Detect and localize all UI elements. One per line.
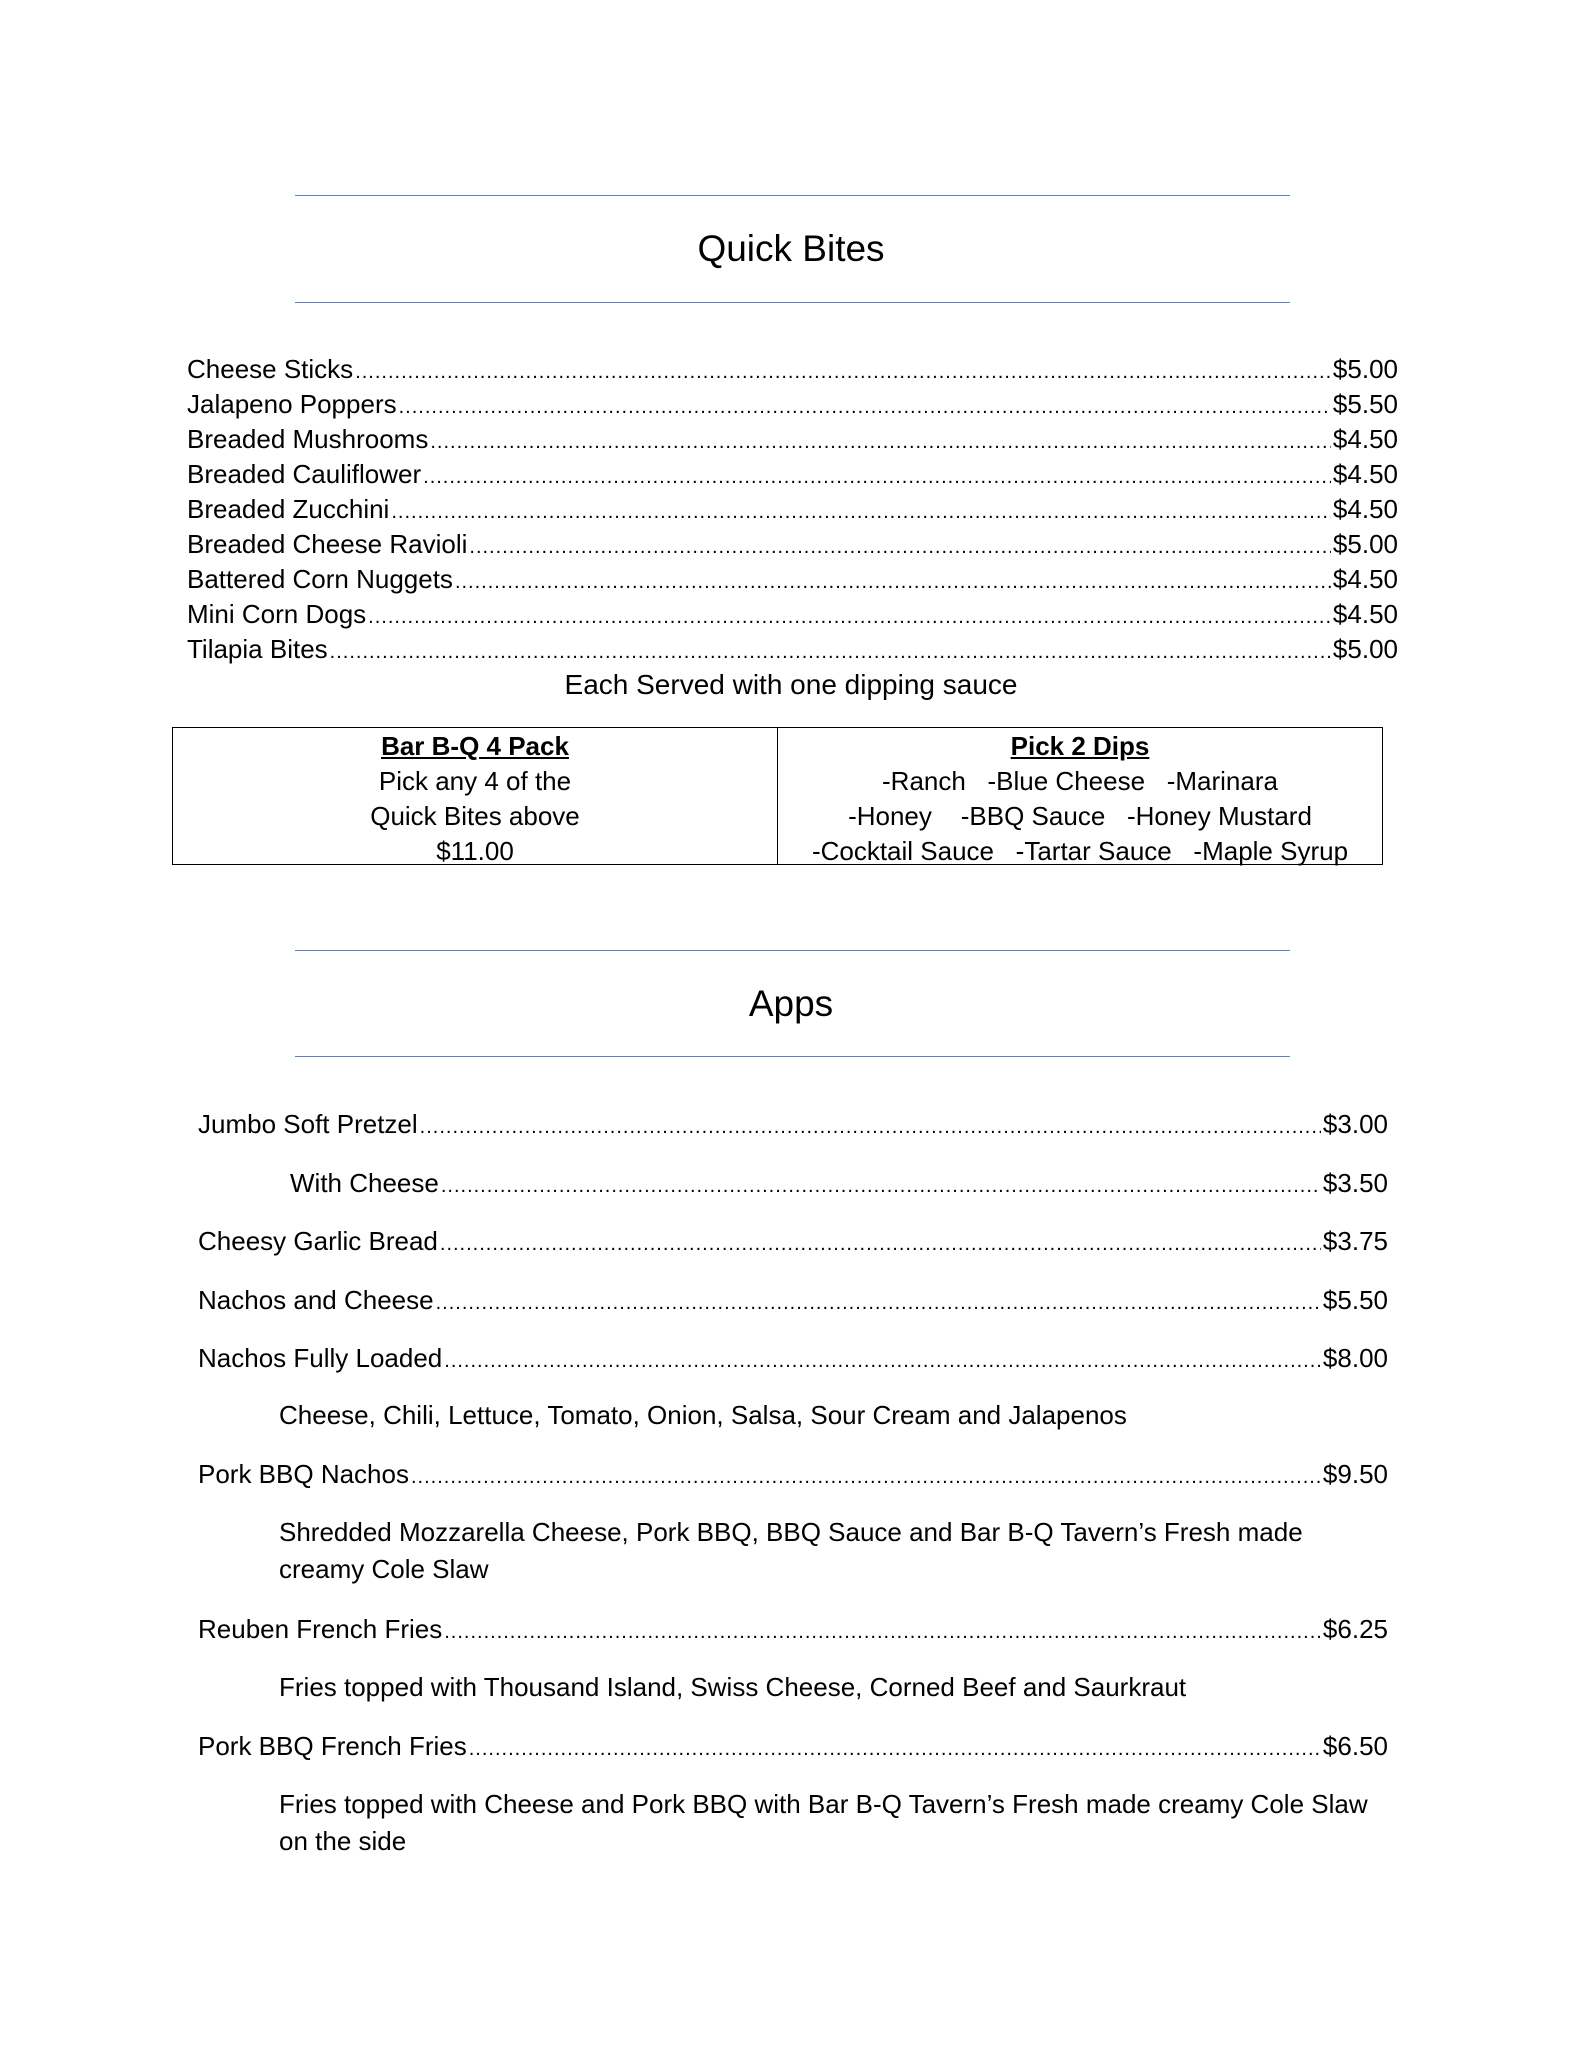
dot-leader <box>469 530 1331 564</box>
item-price: $5.50 <box>1332 389 1398 419</box>
section-heading-quick-bites: Quick Bites <box>697 228 885 269</box>
menu-item <box>187 387 1398 424</box>
item-price: $3.75 <box>1322 1226 1388 1256</box>
four-pack-line: Quick Bites above <box>370 801 580 831</box>
item-price: $4.50 <box>1332 424 1398 454</box>
item-price: $6.50 <box>1322 1731 1388 1761</box>
menu-item <box>187 457 1398 494</box>
item-name: Cheese Sticks <box>187 354 354 384</box>
menu-item <box>198 1107 1388 1144</box>
dot-leader <box>391 495 1331 529</box>
menu-item <box>187 352 1398 389</box>
four-pack-title: Bar B-Q 4 Pack <box>381 731 569 761</box>
menu-item <box>187 562 1398 599</box>
dot-leader <box>441 1169 1321 1203</box>
dot-leader <box>399 390 1331 424</box>
item-description: Fries topped with Cheese and Pork BBQ with Bar B-Q Tavern’s Fresh made creamy Cole Slaw on the side <box>279 1789 1368 1856</box>
menu-item <box>198 1283 1388 1320</box>
menu-item <box>290 1166 1388 1203</box>
item-description: Cheese, Chili, Lettuce, Tomato, Onion, Salsa, Sour Cream and Jalapenos <box>279 1400 1127 1430</box>
item-name: Reuben French Fries <box>198 1614 443 1644</box>
item-name: Battered Corn Nuggets <box>187 564 453 594</box>
dot-leader <box>430 425 1331 459</box>
dot-leader <box>355 355 1331 389</box>
divider-line <box>295 302 1290 303</box>
dips-line: -Cocktail Sauce -Tartar Sauce -Maple Syrup <box>811 836 1349 866</box>
item-name: Nachos Fully Loaded <box>198 1343 443 1373</box>
four-pack-price: $11.00 <box>436 836 514 866</box>
divider-line <box>295 950 1290 951</box>
menu-item <box>198 1612 1388 1649</box>
item-price: $9.50 <box>1322 1459 1388 1489</box>
item-name: Breaded Cauliflower <box>187 459 422 489</box>
menu-item <box>198 1457 1388 1494</box>
item-price: $4.50 <box>1332 459 1398 489</box>
item-name: Tilapia Bites <box>187 634 328 664</box>
menu-item <box>187 632 1398 669</box>
dot-leader <box>444 1344 1321 1378</box>
item-price: $4.50 <box>1332 599 1398 629</box>
dips-cell <box>777 728 1382 864</box>
divider-line <box>295 1056 1290 1057</box>
dips-line: -Ranch -Blue Cheese -Marinara <box>882 766 1278 796</box>
item-name: Jalapeno Poppers <box>187 389 397 419</box>
item-name: Pork BBQ Nachos <box>198 1459 409 1489</box>
item-price: $5.50 <box>1322 1285 1388 1315</box>
dot-leader <box>411 1460 1321 1494</box>
menu-item <box>187 597 1398 634</box>
menu-item <box>198 1224 1388 1261</box>
item-price: $3.00 <box>1322 1109 1388 1139</box>
menu-item <box>187 422 1398 459</box>
item-price: $6.25 <box>1322 1614 1388 1644</box>
dot-leader <box>455 565 1331 599</box>
menu-item <box>198 1729 1388 1766</box>
four-pack-line: Pick any 4 of the <box>378 766 572 796</box>
dips-title: Pick 2 Dips <box>1010 731 1150 761</box>
item-price: $4.50 <box>1332 494 1398 524</box>
dipping-sauce-note: Each Served with one dipping sauce <box>564 669 1018 700</box>
dot-leader <box>423 460 1331 494</box>
item-name: Pork BBQ French Fries <box>198 1731 467 1761</box>
four-pack-cell <box>173 728 777 864</box>
item-price: $8.00 <box>1322 1343 1388 1373</box>
item-price: $5.00 <box>1332 634 1398 664</box>
item-name: Breaded Mushrooms <box>187 424 429 454</box>
dot-leader <box>440 1227 1321 1261</box>
menu-item <box>198 1341 1388 1378</box>
dips-line: -Honey -BBQ Sauce -Honey Mustard <box>848 801 1312 831</box>
item-price: $5.00 <box>1332 354 1398 384</box>
item-name: Mini Corn Dogs <box>187 599 367 629</box>
section-heading-apps: Apps <box>748 983 834 1024</box>
divider-line <box>295 195 1290 196</box>
pack-dips-box <box>172 727 1383 865</box>
menu-item <box>187 492 1398 529</box>
dot-leader <box>330 635 1331 669</box>
item-description: Shredded Mozzarella Cheese, Pork BBQ, BBQ Sauce and Bar B-Q Tavern’s Fresh made creamy Cole Slaw <box>279 1517 1303 1584</box>
item-name: Breaded Cheese Ravioli <box>187 529 468 559</box>
item-price: $3.50 <box>1322 1168 1388 1198</box>
item-name: Nachos and Cheese <box>198 1285 434 1315</box>
item-description: Fries topped with Thousand Island, Swiss Cheese, Corned Beef and Saurkraut <box>279 1672 1187 1702</box>
dot-leader <box>436 1286 1321 1320</box>
menu-item <box>187 527 1398 564</box>
dot-leader <box>444 1615 1321 1649</box>
item-name: Jumbo Soft Pretzel <box>198 1109 418 1139</box>
item-name: Breaded Zucchini <box>187 494 390 524</box>
dot-leader <box>469 1732 1321 1766</box>
dot-leader <box>420 1110 1321 1144</box>
item-name: Cheesy Garlic Bread <box>198 1226 438 1256</box>
item-price: $5.00 <box>1332 529 1398 559</box>
item-price: $4.50 <box>1332 564 1398 594</box>
dot-leader <box>368 600 1331 634</box>
item-name: With Cheese <box>290 1168 439 1198</box>
